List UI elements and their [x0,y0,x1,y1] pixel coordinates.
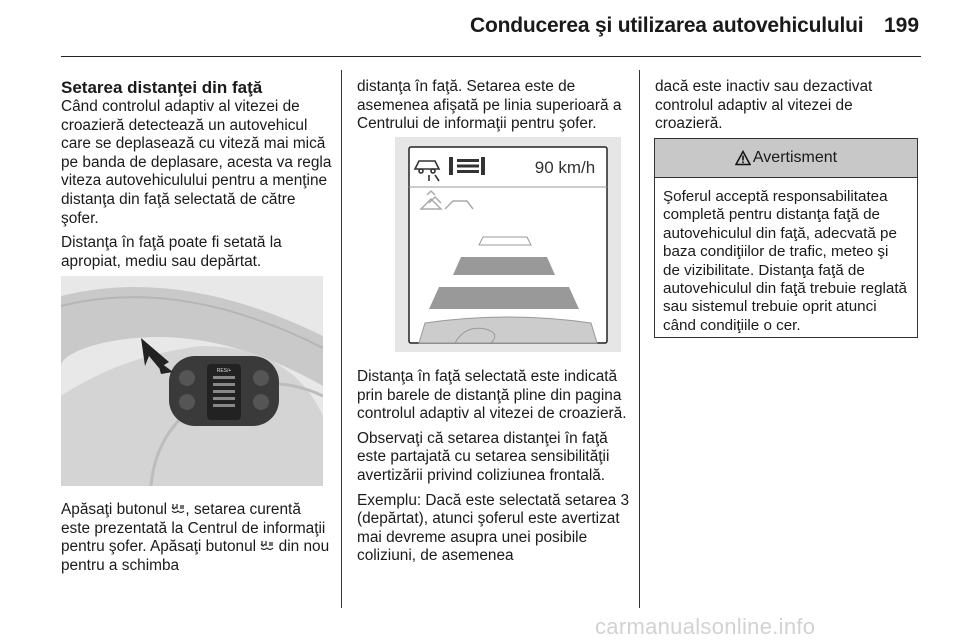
following-distance-icon [260,540,274,552]
column-2-bottom [357,368,637,572]
section-heading: Setarea distanţei din faţă [61,78,263,97]
steering-wheel-illustration [61,276,323,486]
column-3-top [655,78,917,140]
column-2-top [357,78,632,140]
distance-bar-3 [429,287,579,309]
column-1-top [61,78,333,277]
resume-button-label: RES/+ [216,368,232,374]
warning-header [655,139,917,178]
warning-title: Avertisment [752,149,838,166]
column-divider-1 [341,70,342,608]
watermark: carmanualsonline.info [595,614,816,639]
driver-info-display-figure [395,137,621,352]
paragraph: Distanţa în faţă selectată este indicată prin barele de distanţă pline din pagina controlul adaptiv al vitezei de croazieră. [357,368,627,423]
warning-body: Şoferul acceptă responsabilitatea completă pentru distanţa faţă de autovehiculul din faţă, adecvată pe baza condiţiilor de trafic, meteo şi de vizibilitate. Distanţa faţă de autovehiculul din faţă trebuie reglată sau sistemul trebuie oprit atunci când condiţiile o cer. [663,188,908,334]
display-speed: 90 km/h [534,158,596,177]
text-run: din nou pentru a schimba [61,538,330,574]
paragraph: distanţa în faţă. Setarea este de asemenea afişată pe linia superioară a Centrului de informaţii pentru şofer. [357,78,622,133]
paragraph-button-instructions [61,501,333,575]
paragraph: Observaţi că setarea distanţei în faţă este partajată cu setarea sensibilităţii avertizării privind coliziunea frontală. [357,429,610,484]
acc-display-illustration [395,137,621,352]
paragraph: Exemplu: Dacă este selectată setarea 3 (depărtat), atunci şoferul este avertizat mai devreme asupra unei posibile coliziuni, de asemenea [357,491,630,565]
page-number: 199 [884,14,920,37]
distance-bar-1 [479,237,531,245]
steering-wheel-figure [61,276,323,486]
page-header-title: Conducerea şi utilizarea autovehiculului [470,14,864,37]
text-run: , setarea curentă este prezentată la Centrul de informaţii pentru şofer. Apăsaţi butonul [61,501,326,556]
paragraph: dacă este inactiv sau dezactivat controlul adaptiv al vitezei de croazieră. [655,78,873,133]
warning-triangle-icon [735,150,751,166]
paragraph: Distanţa în faţă poate fi setată la apropiat, mediu sau depărtat. [61,234,282,270]
paragraph: Când controlul adaptiv al vitezei de croazieră detectează un autovehicul care se deplasează cu viteză mai mică pe banda de deplasare, acesta va regla viteza autovehiculului pentru a menţine distanţa din faţă selectată de către şofer. [61,98,332,227]
distance-bar-2 [453,257,555,275]
following-distance-icon [171,503,185,515]
warning-box [654,138,918,338]
column-1-bottom [61,501,333,581]
text-run: Apăsaţi butonul [61,501,172,518]
header-rule [61,56,921,57]
column-divider-2 [639,70,640,608]
